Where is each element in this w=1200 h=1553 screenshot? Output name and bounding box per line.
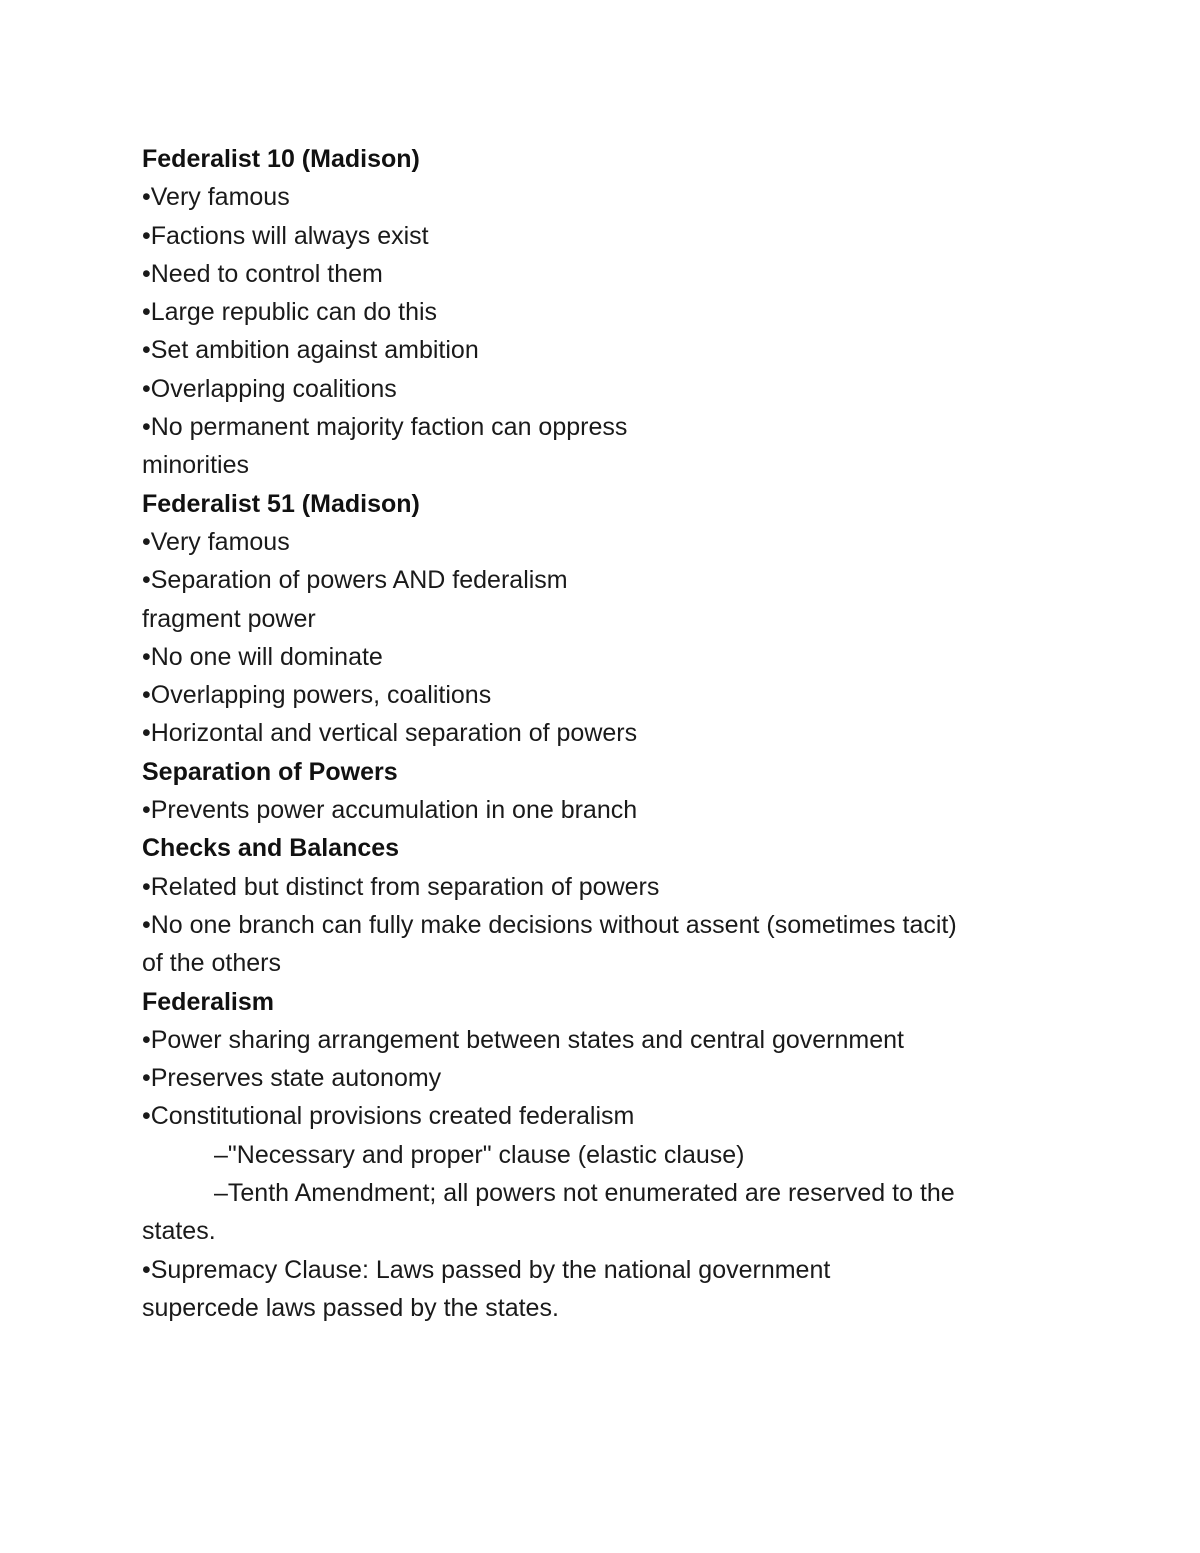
bullet-line: •Preserves state autonomy	[142, 1064, 442, 1093]
continuation-line: of the others	[142, 949, 281, 978]
bullet-line: •Related but distinct from separation of powers	[142, 872, 660, 901]
bullet-line: •Power sharing arrangement between states and central government	[142, 1025, 904, 1054]
bullet-line: •No one branch can fully make decisions without assent (sometimes tacit)	[142, 910, 957, 939]
continuation-line: fragment power	[142, 604, 316, 633]
bullet-line: •Set ambition against ambition	[142, 336, 479, 365]
bullet-line: •Overlapping powers, coalitions	[142, 681, 492, 710]
bullet-line: •Prevents power accumulation in one branch	[142, 796, 638, 825]
bullet-line: •Constitutional provisions created federalism	[142, 1102, 635, 1131]
bullet-line: •No permanent majority faction can oppress	[142, 413, 628, 442]
document-page	[142, 140, 1102, 1327]
bullet-line: •Factions will always exist	[142, 221, 429, 250]
section-heading-separation-of-powers: Separation of Powers	[142, 757, 398, 786]
bullet-line: •Overlapping coalitions	[142, 374, 397, 403]
section-heading-federalist-10: Federalist 10 (Madison)	[142, 145, 420, 173]
sub-bullet-line: –Tenth Amendment; all powers not enumerated are reserved to the	[214, 1179, 955, 1208]
continuation-line: states.	[142, 1217, 216, 1246]
bullet-line: •Supremacy Clause: Laws passed by the national government	[142, 1255, 831, 1284]
bullet-line: •Very famous	[142, 527, 290, 556]
section-heading-federalism: Federalism	[142, 987, 275, 1016]
continuation-line: minorities	[142, 451, 249, 480]
section-heading-federalist-51: Federalist 51 (Madison)	[142, 489, 420, 518]
continuation-line: supercede laws passed by the states.	[142, 1293, 559, 1322]
bullet-line: •Separation of powers AND federalism	[142, 566, 568, 595]
bullet-line: •Very famous	[142, 183, 290, 212]
bullet-line: •Need to control them	[142, 259, 383, 288]
bullet-line: •Horizontal and vertical separation of powers	[142, 719, 638, 748]
bullet-line: •No one will dominate	[142, 642, 383, 671]
section-heading-checks-and-balances: Checks and Balances	[142, 834, 400, 863]
bullet-line: •Large republic can do this	[142, 298, 438, 327]
sub-bullet-line: –"Necessary and proper" clause (elastic clause)	[214, 1140, 745, 1169]
